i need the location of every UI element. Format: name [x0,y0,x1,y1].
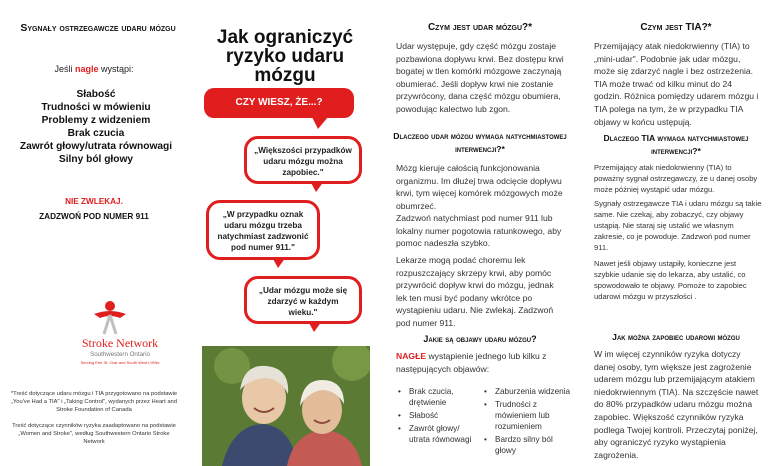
symptoms-intro-highlight: NAGŁE [396,351,427,361]
tia-urgent-text-3: Nawet jeśli objawy ustąpiły, konieczne jest szybkie udanie się do lekarza, aby ustalić, co spowodowało te objawy. Pomoże to zapobiec udarowi mózgu w przyszłości . [594,259,747,301]
warning-signs-panel [0,0,188,466]
sign-item: Trudności w mówieniu [41,102,151,113]
quote-2-text: „W przypadku oznak udaru mózgu trzeba natychmiast zadzwonić pod numer 911." [217,210,309,252]
symptom-item: • Trudności z mówieniem lub rozumieniem [482,399,572,432]
what-is-tia-text: Przemijający atak niedokrwienny (TIA) to „mini-udar". Podobnie jak udar mózgu, może się zdarzyć nagle i bez ostrzeżenia. TIA może trwać od kilku minut do 24 godzin. Różnica pomiędzy udarem mózgu i TIA polega na tym, że w przypadku TIA objawy w końcu ustępują. [594,41,759,127]
sign-item: Silny ból głowy [58,154,134,165]
logo-region: Southwestern Ontario [90,351,150,358]
sign-item: Słabość [76,89,116,100]
logo-tagline: Serving Erie St. Clair and South West LHINs [80,360,160,365]
why-urgent-text-1: Mózg kieruje całością funkcjonowania organizmu. Im dłużej trwa odcięcie dopływu krwi, tym więcej komórek mózgowych może obumrzeć. [396,163,563,211]
prevention-text: W im więcej czynników ryzyka dotyczy danej osoby, tym większe jest zagrożenie udarem mózgu lub przemijającym atakiem niedokrwiennym (TIA). Na szczęście nawet do 80% przypadków udaru mózgu można zapobiec. Większość czynników ryzyka podlega Twojej kontroli. Przeczytaj poniżej, aby ograniczyć ryzyko wystąpienia zagrożenia. [594,349,759,460]
symptoms-intro-rest: wystąpienie jednego lub kilku z następujących objawów: [396,351,547,374]
brochure-title: Jak ograniczyć ryzyko udaru mózgu [216,27,354,86]
intro-line [0,64,188,74]
footnote-1: *Treść dotyczące udaru mózgu i TIA przygotowano na podstawie „You've Had a TIA" i „Taking Control", wydanych przez Heart and Stroke Foundation of Canada [10,391,178,413]
what-is-stroke-panel [384,0,576,466]
sign-item: Zawrót głowy/utrata równowagi [19,141,173,152]
intro-prefix: Jeśli [54,64,75,74]
symptom-item: • Zaburzenia widzenia [482,386,572,397]
symptom-item: • Słabość [396,410,478,421]
why-urgent-text-2: Zadzwoń natychmiast pod numer 911 lub lokalny numer pogotowia ratunkowego, aby pomoc nadeszła szybko. [396,213,562,249]
why-urgent-heading: Dlaczego udar mózgu wymaga natychmiastowej interwencji?* [393,131,567,154]
symptoms-list-left [396,386,478,447]
tia-urgent-text-2: Sygnały ostrzegawcze TIA i udaru mózgu są takie same. Nie czekaj, aby zobaczyć, czy objawy ustąpią. Nie staraj się ustalić we własnym zakresie, co je powoduje. Zadzwoń pod numer 911. [594,199,762,252]
intro-highlight: nagle [74,64,99,74]
symptoms-intro [396,350,566,375]
warning-signs-title: Sygnały ostrzegawcze udaru mózgu [20,22,176,34]
signs-list [18,88,174,166]
stroke-network-logo [60,300,180,370]
seniors-photo-graphic [202,346,370,466]
quote-bubble-1 [244,136,362,184]
sign-item: Problemy z widzeniem [41,115,151,126]
stroke-network-figure-icon [90,300,130,336]
did-you-know-banner [204,88,354,118]
quote-3-tail [308,321,322,332]
prevention-heading: Jak można zapobiec udarowi mózgu [612,332,740,342]
did-you-know-text: CZY WIESZ, ŻE...? [235,97,323,108]
symptom-item: • Bardzo silny ból głowy [482,434,572,456]
quote-1-text: „Większości przypadków udaru mózgu można zapobiec." [254,146,352,177]
symptoms-heading: Jakie są objawy udaru mózgu? [423,334,537,344]
quote-3-text: „Udar mózgu może się zdarzyć w każdym wieku." [258,286,348,317]
no-wait-text: NIE ZWLEKAJ. [65,197,123,206]
tia-urgent-heading: Dlaczego TIA wymaga natychmiastowej interwencji?* [603,133,749,156]
what-is-tia-panel [584,0,768,466]
quote-bubble-2 [206,200,320,260]
symptoms-list-right [482,386,572,458]
quote-bubble-3 [244,276,362,324]
intro-suffix: wystąpi: [98,64,134,74]
quote-1-tail [310,181,324,192]
why-urgent-text-3: Lekarze mogą podać choremu lek rozpuszczający skrzepy krwi, aby pomóc przywrócić dopływ krwi do mózgu, jednak lek ten musi być podany wkrótce po wystąpieniu udaru. Nie zwlekaj. Zadzwoń pod numer 911. [396,255,554,328]
seniors-photo [202,346,370,466]
what-is-stroke-text: Udar występuje, gdy część mózgu zostaje pozbawiona dopływu krwi. Bez dostępu krwi bogatej w tlen komórki mózgowe zaczynają obumierać. Jeśli dopływ krwi nie zostanie przywrócony, dana część mózgu obumiera, powodując kalectwo lub zgon. [396,41,564,114]
call-911-text: ZADZWOŃ POD NUMER 911 [39,212,149,221]
symptom-item: • Brak czucia, drętwienie [396,386,478,408]
quote-2-tail [272,257,286,268]
footnote-2: Treść dotyczące czynników ryzyka zaadaptowano na podstawie „Women and Stroke", według Southwestern Ontario Stroke Network [12,423,176,445]
tia-urgent-text-1: Przemijający atak niedokrwienny (TIA) to poważny sygnał ostrzegawczy, że u danej osoby może później wystąpić udar mózgu. [594,163,758,194]
logo-name: Stroke Network [81,336,159,350]
what-is-stroke-heading: Czym jest udar mózgu?* [427,22,533,33]
did-you-know-panel [192,0,376,466]
what-is-tia-heading: Czym jest TIA?* [640,22,712,33]
sign-item: Brak czucia [67,128,125,139]
symptom-item: • Zawrót głowy/ utrata równowagi [396,423,478,445]
banner-tail [312,117,328,129]
